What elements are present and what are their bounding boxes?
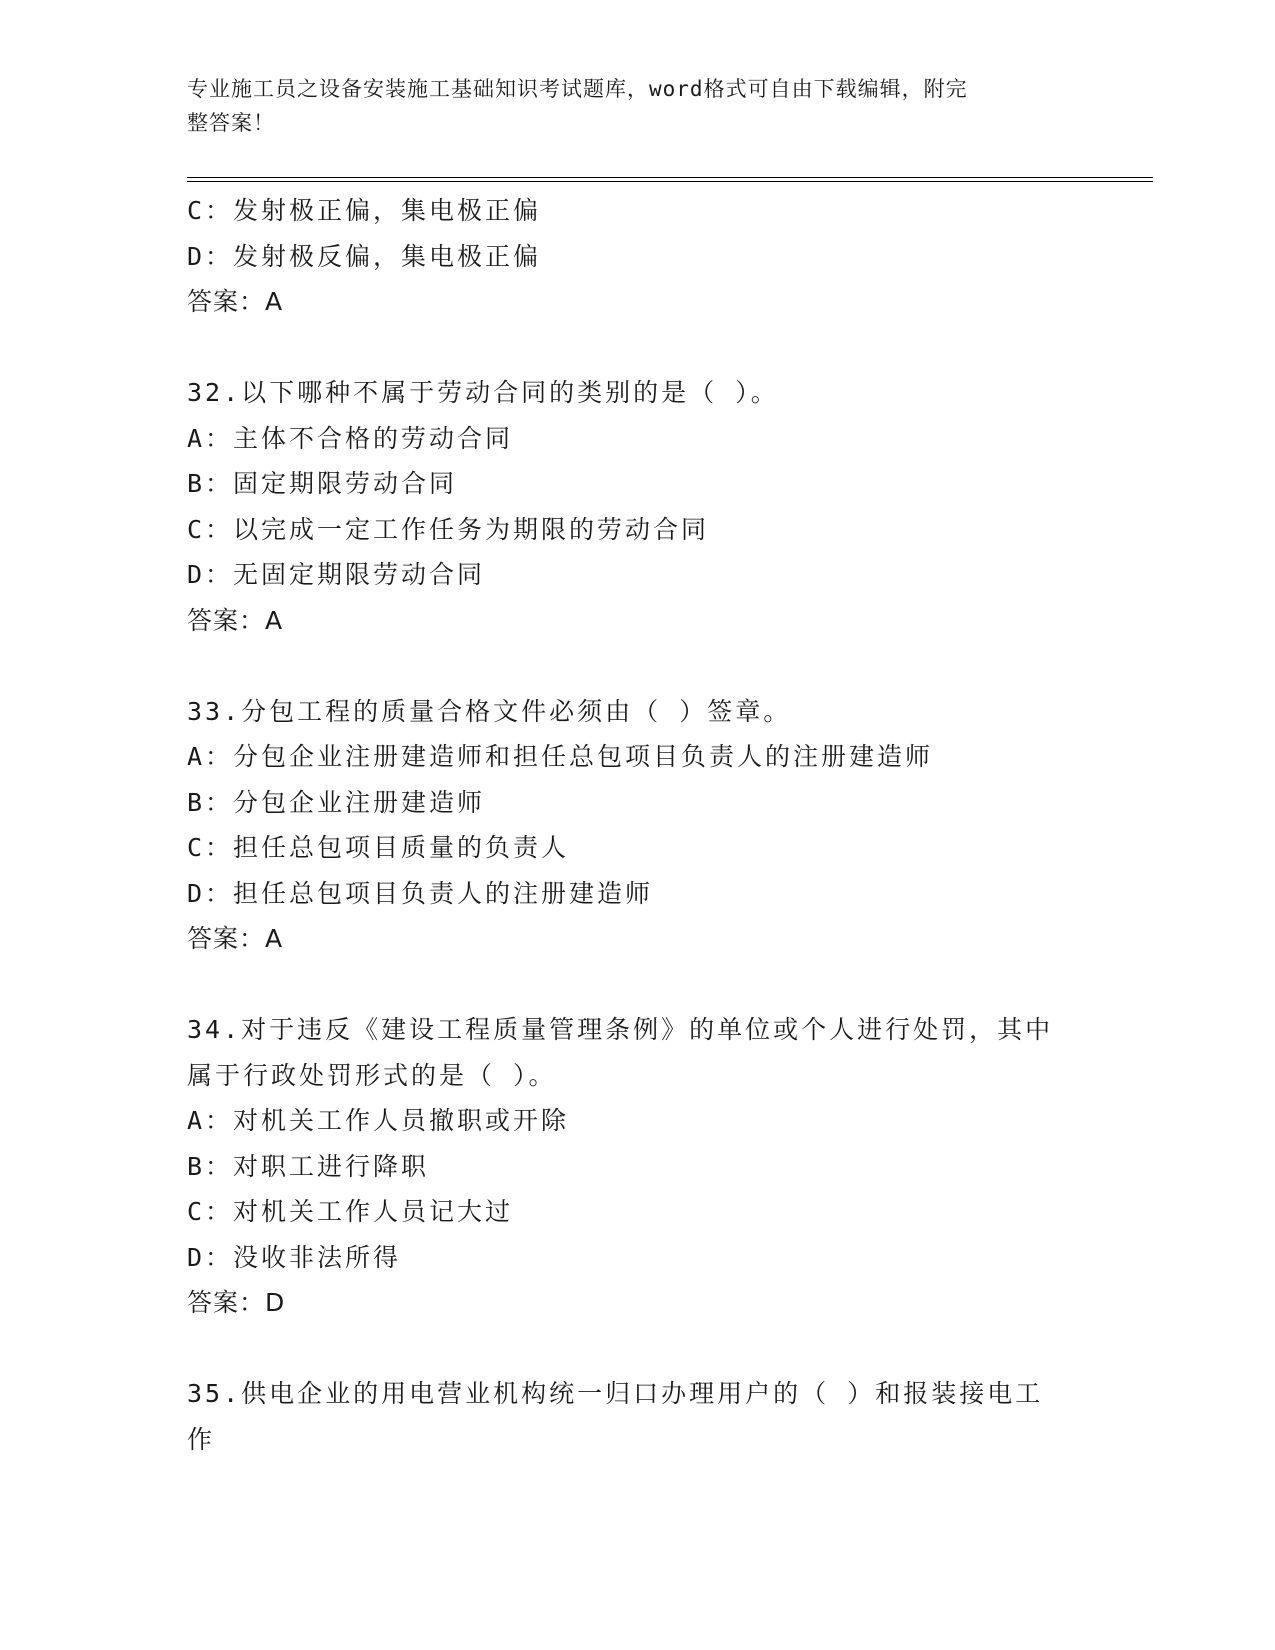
spacer: [187, 1326, 1087, 1372]
question-text: 32.以下哪种不属于劳动合同的类别的是（ ）。: [187, 378, 779, 407]
question-32: [187, 370, 1087, 643]
option-a: A：主体不合格的劳动合同: [187, 423, 514, 453]
answer-line: 答案：A: [187, 924, 284, 953]
option-c: C：担任总包项目质量的负责人: [187, 833, 570, 862]
answer-line: 答案：A: [187, 605, 284, 635]
header-line-1: 专业施工员之设备安装施工基础知识考试题库，word格式可自由下载编辑，附完: [187, 77, 968, 101]
question-35: [187, 1371, 1087, 1462]
question-text-continued: 作: [187, 1424, 216, 1454]
question-text: 35.供电企业的用电营业机构统一归口办理用户的（ ）和报装接电工: [187, 1379, 1044, 1408]
option-d: D：无固定期限劳动合同: [187, 560, 486, 589]
header-divider-bottom: [187, 181, 1153, 182]
header-line-2: 整答案！: [187, 111, 275, 135]
option-c: C：以完成一定工作任务为期限的劳动合同: [187, 514, 710, 544]
question-text: 34.对于违反《建设工程质量管理条例》的单位或个人进行处罚，其中: [187, 1015, 1054, 1044]
spacer: [187, 643, 1087, 689]
answer-line: 答案：A: [187, 287, 284, 316]
question-partial: [187, 188, 1087, 325]
document-body: [187, 188, 1087, 1462]
option-d: D：发射极反偏，集电极正偏: [187, 241, 542, 271]
answer-line: 答案：D: [187, 1288, 286, 1317]
spacer: [187, 962, 1087, 1008]
option-b: B：分包企业注册建造师: [187, 787, 486, 817]
question-33: [187, 689, 1087, 962]
header-divider-top: [187, 177, 1153, 178]
question-34: [187, 1007, 1087, 1326]
question-text-continued: 属于行政处罚形式的是（ ）。: [187, 1060, 557, 1090]
document-header: [187, 72, 1067, 140]
option-a: A：对机关工作人员撤职或开除: [187, 1106, 570, 1135]
option-b: B：固定期限劳动合同: [187, 469, 458, 498]
option-a: A：分包企业注册建造师和担任总包项目负责人的注册建造师: [187, 742, 934, 771]
option-d: D：没收非法所得: [187, 1242, 402, 1272]
option-c: C：对机关工作人员记大过: [187, 1197, 514, 1226]
question-text: 33.分包工程的质量合格文件必须由（ ）签章。: [187, 696, 792, 726]
spacer: [187, 325, 1087, 371]
option-b: B：对职工进行降职: [187, 1151, 430, 1181]
option-d: D：担任总包项目负责人的注册建造师: [187, 878, 654, 908]
option-c: C：发射极正偏，集电极正偏: [187, 196, 542, 225]
